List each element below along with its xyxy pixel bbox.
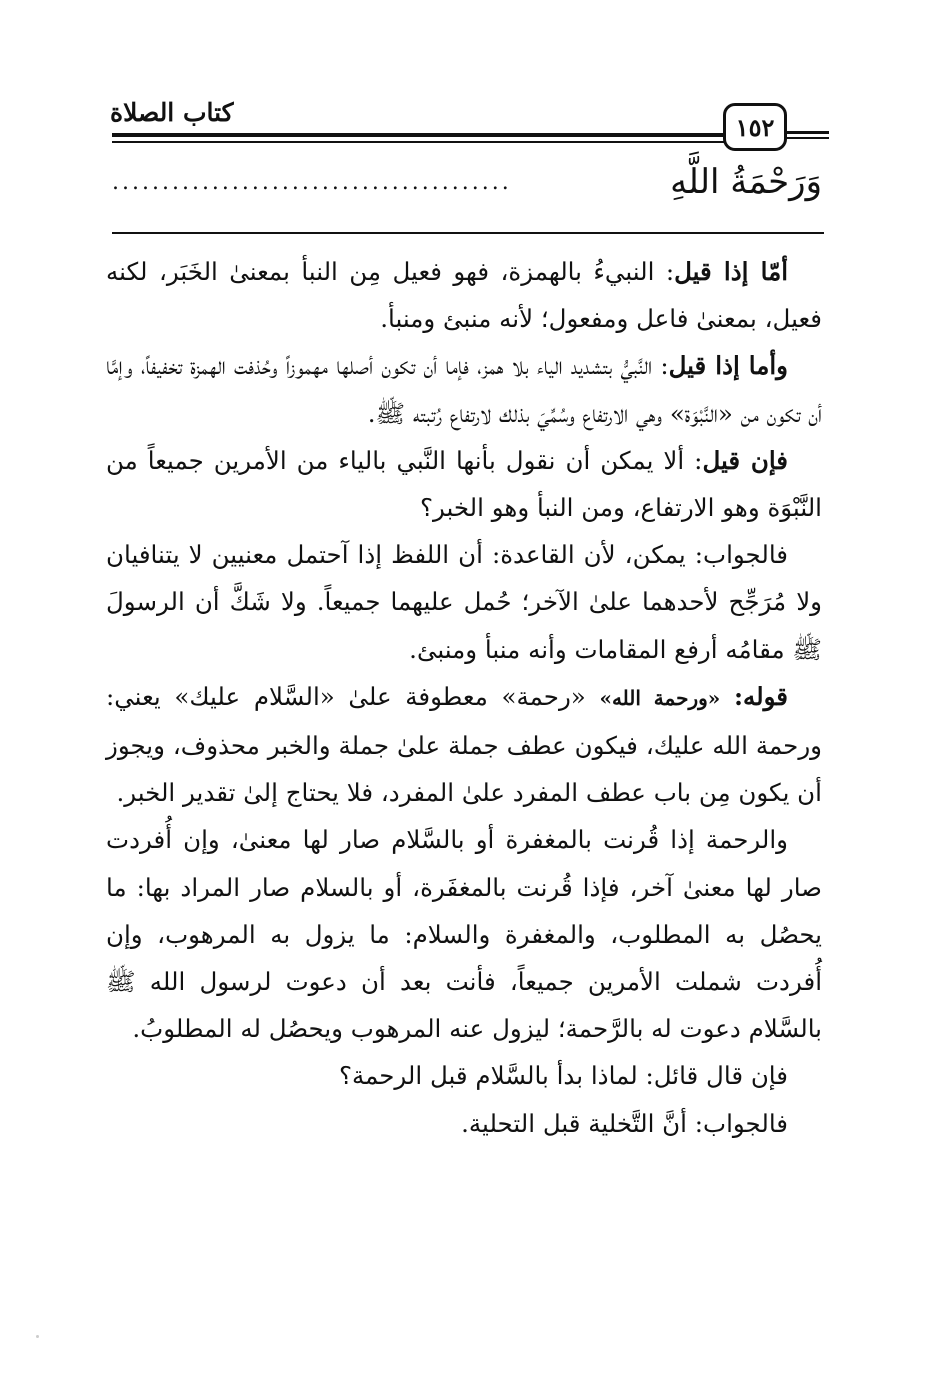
paragraph-3-lead: فإن قيل <box>702 445 788 475</box>
matn-separator <box>112 232 824 234</box>
paragraph-1 <box>106 248 822 342</box>
paragraph-2-lead: وأما إذا قيل <box>668 351 789 381</box>
paragraph-4: فالجواب: يمكن، لأن القاعدة: أن اللفظ إذا آحتمل معنيين لا يتنافيان ولا مُرَجِّح لأحدهما علىٰ الآخر؛ حُمل عليهما جميعاً. ولا شَكَّ أن الرسولَ ﷺ مقامُه أرفع المقامات وأنه منبأ ومنبئ. <box>106 540 822 664</box>
paragraph-3 <box>106 437 822 531</box>
paragraph-5 <box>106 673 822 817</box>
header-rule-thin <box>112 141 724 143</box>
commentary-body <box>106 248 822 1147</box>
matn-line <box>112 162 822 202</box>
paragraph-5-quote: «ورحمة الله» <box>599 685 721 710</box>
paragraph-1-text: : النبيءُ بالهمزة، فهو فعيل مِن النبأ بمعنىٰ الخَبَر، لكنه فعيل، بمعنىٰ فاعل ومفعول؛ لأنه منبئ ومنبأ. <box>106 257 822 334</box>
header-rule-thick <box>112 133 724 137</box>
header-rule-left-thin <box>783 137 829 139</box>
paragraph-6: والرحمة إذا قُرنت بالمغفرة أو بالسَّلام صار لها معنىٰ، وإن أُفردت صار لها معنىٰ آخر، فإذا قُرنت بالمغفَرة، أو بالسلام صار المراد بها: ما يحصُل به المطلوب، والمغفرة والسلام: ما يزول به المرهوب، وإن أُفردت شملت الأمرين جميعاً، فأنت بعد أن دعوت لرسول الله ﷺ بالسَّلام دعوت له بالرَّحمة؛ ليزول عنه المرهوب ويحصُل له المطلوبُ. <box>106 825 822 1044</box>
paragraph-2-text: : النَّبيُّ بتشديد الياء بلا همز، فإما أن تكون أصلها مهموزاً وحُذفت الهمزة تخفيفاً، وإمَّا أن تكون من «النَّبْوَة» وهي الارتفاع وسُمِّيَ بذلك لارتفاع رُتبته ﷺ. <box>106 351 822 428</box>
paragraph-7: فإن قال قائل: لماذا بدأ بالسَّلام قبل الرحمة؟ <box>338 1061 788 1091</box>
scan-speck <box>36 1335 39 1338</box>
page-number: ١٥٢ <box>723 103 787 151</box>
paragraph-2 <box>106 342 822 436</box>
paragraph-5-text: «رحمة» معطوفة علىٰ «السَّلام عليك» يعني: ورحمة الله عليك، فيكون عطف جملة علىٰ جملة والخبر محذوف، ويجوز أن يكون مِن باب عطف المفرد علىٰ المفرد، فلا يحتاج إلىٰ تقدير الخبر. <box>106 681 822 808</box>
matn-text: وَرَحْمَةُ اللَّهِ <box>670 162 822 202</box>
header-title: كتاب الصلاة <box>110 98 234 127</box>
paragraph-1-lead: أمّا إذا قيل <box>674 257 788 286</box>
paragraph-3-text: : ألا يمكن أن نقول بأنها النَّبي بالياء من الأمرين جميعاً من النَّبْوَة وهو الارتفاع، ومن النبأ وهو الخبر؟ <box>106 445 822 523</box>
header-rule-left <box>783 131 829 134</box>
paragraph-8: فالجواب: أنَّ التَّخلية قبل التحلية. <box>461 1108 788 1138</box>
matn-dots: ........................................ <box>112 169 512 195</box>
paragraph-5-lead: قوله: <box>733 681 788 711</box>
